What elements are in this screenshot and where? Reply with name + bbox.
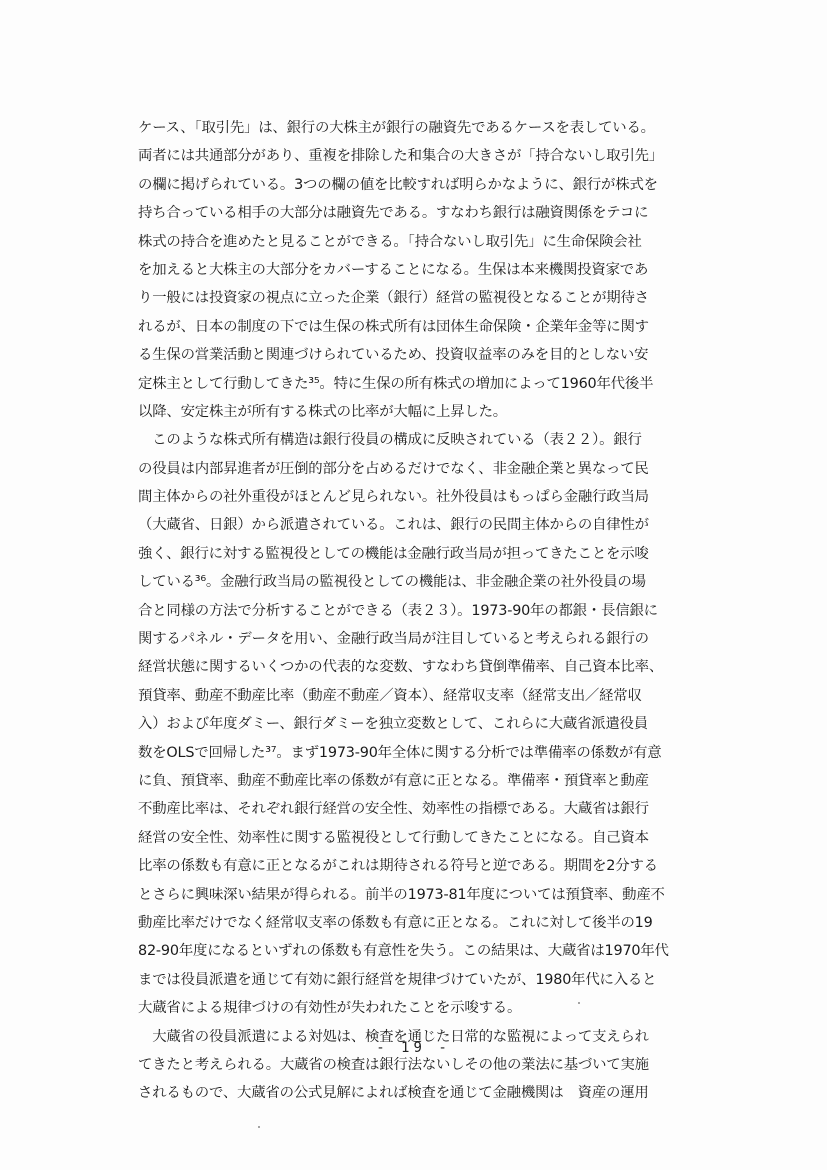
text-line: 入）および年度ダミー、銀行ダミーを独立変数として、これらに大蔵省派遣役員 [138,716,649,733]
text-line: 合と同様の方法で分析することができる（表２３）。1973-90年の都銀・長信銀に [138,602,658,619]
text-line: 預貸率、動産不動産比率（動産不動産／資本）、経常収支率（経常支出／経常収 [138,687,642,704]
scan-speck [578,1002,580,1004]
text-line: 数をOLSで回帰した³⁷。まず1973-90年全体に関する分析では準備率の係数が有意 [138,744,662,761]
text-line: 強く、銀行に対する監視役としての機能は金融行政当局が担ってきたことを示唆 [138,545,649,562]
text-line: 間主体からの社外重役がほとんど見られない。社外役員はもっぱら金融行政当局 [138,489,649,506]
text-line: このような株式所有構造は銀行役員の構成に反映されている（表２２）。銀行 [138,432,642,449]
text-line: ケース、「取引先」は、銀行の大株主が銀行の融資先であるケースを表している。 [138,120,655,136]
text-line: までは役員派遣を通じて有効に銀行経営を規律づけていたが、1980年代に入ると [138,971,657,988]
text-line: 経営状態に関するいくつかの代表的な変数、すなわち貸倒準備率、自己資本比率、 [138,659,664,676]
text-line: 経営の安全性、効率性に関する監視役として行動してきたことになる。自己資本 [138,829,649,846]
text-line: 株式の持合を進めたと見ることができる。「持合ないし取引先」に生命保険会社 [138,233,642,250]
text-line: 動産比率だけでなく経常収支率の係数も有意に正となる。これに対して後半の19 [138,914,653,931]
text-line: 比率の係数も有意に正となるがこれは期待される符号と逆である。期間を2分する [138,858,658,875]
text-line: 関するパネル・データを用い、金融行政当局が注目していると考えられる銀行の [138,631,649,648]
text-line: の役員は内部昇進者が圧倒的部分を占めるだけでなく、非金融企業と異なって民 [138,460,649,477]
text-line: に負、預貸率、動産不動産比率の係数が有意に正となる。準備率・預貸率と動産 [138,772,649,789]
text-line: 大蔵省の役員派遣による対処は、検査を通じた日常的な監視によって支えられ [138,1028,649,1045]
body-text [138,114,718,1108]
text-line: 大蔵省による規律づけの有効性が失われたことを示唆する。 [138,1000,522,1017]
text-line: を加えると大株主の大部分をカバーすることになる。生保は本来機関投資家であ [138,261,649,278]
page-number: - 19 - [376,1040,451,1056]
text-line: とさらに興味深い結果が得られる。前半の1973-81年度については預貸率、動産不 [138,886,665,903]
text-line: 持ち合っている相手の大部分は融資先である。すなわち銀行は融資関係をテコに [138,205,649,222]
text-line: 両者には共通部分があり、重複を排除した和集合の大きさが「持合ないし取引先」 [138,148,664,165]
text-line: 以降、安定株主が所有する株式の比率が大幅に上昇した。 [138,403,507,420]
scan-speck [258,1126,260,1128]
text-line: 定株主として行動してきた³⁵。特に生保の所有株式の増加によって1960年代後半 [138,375,654,392]
text-line: されるもので、大蔵省の公式見解によれば検査を通じて金融機関は 資産の運用 [138,1085,649,1102]
text-line: てきたと考えられる。大蔵省の検査は銀行法ないしその他の業法に基づいて実施 [138,1056,649,1073]
text-line: している³⁶。金融行政当局の監視役としての機能は、非金融企業の社外役員の場 [138,574,646,591]
text-line: 82-90年度になるといずれの係数も有意性を失う。この結果は、大蔵省は1970年代 [138,943,669,960]
text-line: 不動産比率は、それぞれ銀行経営の安全性、効率性の指標である。大蔵省は銀行 [138,801,649,818]
text-line: る生保の営業活動と関連づけられているため、投資収益率のみを目的としない安 [138,347,649,364]
text-line: れるが、日本の制度の下では生保の株式所有は団体生命保険・企業年金等に関す [138,318,649,335]
text-line: り一般には投資家の視点に立った企業（銀行）経営の監視役となることが期待さ [138,290,649,307]
text-line: の欄に掲げられている。3つの欄の値を比較すれば明らかなように、銀行が株式を [138,176,658,193]
text-line: （大蔵省、日銀）から派遣されている。これは、銀行の民間主体からの自律性が [138,517,649,534]
